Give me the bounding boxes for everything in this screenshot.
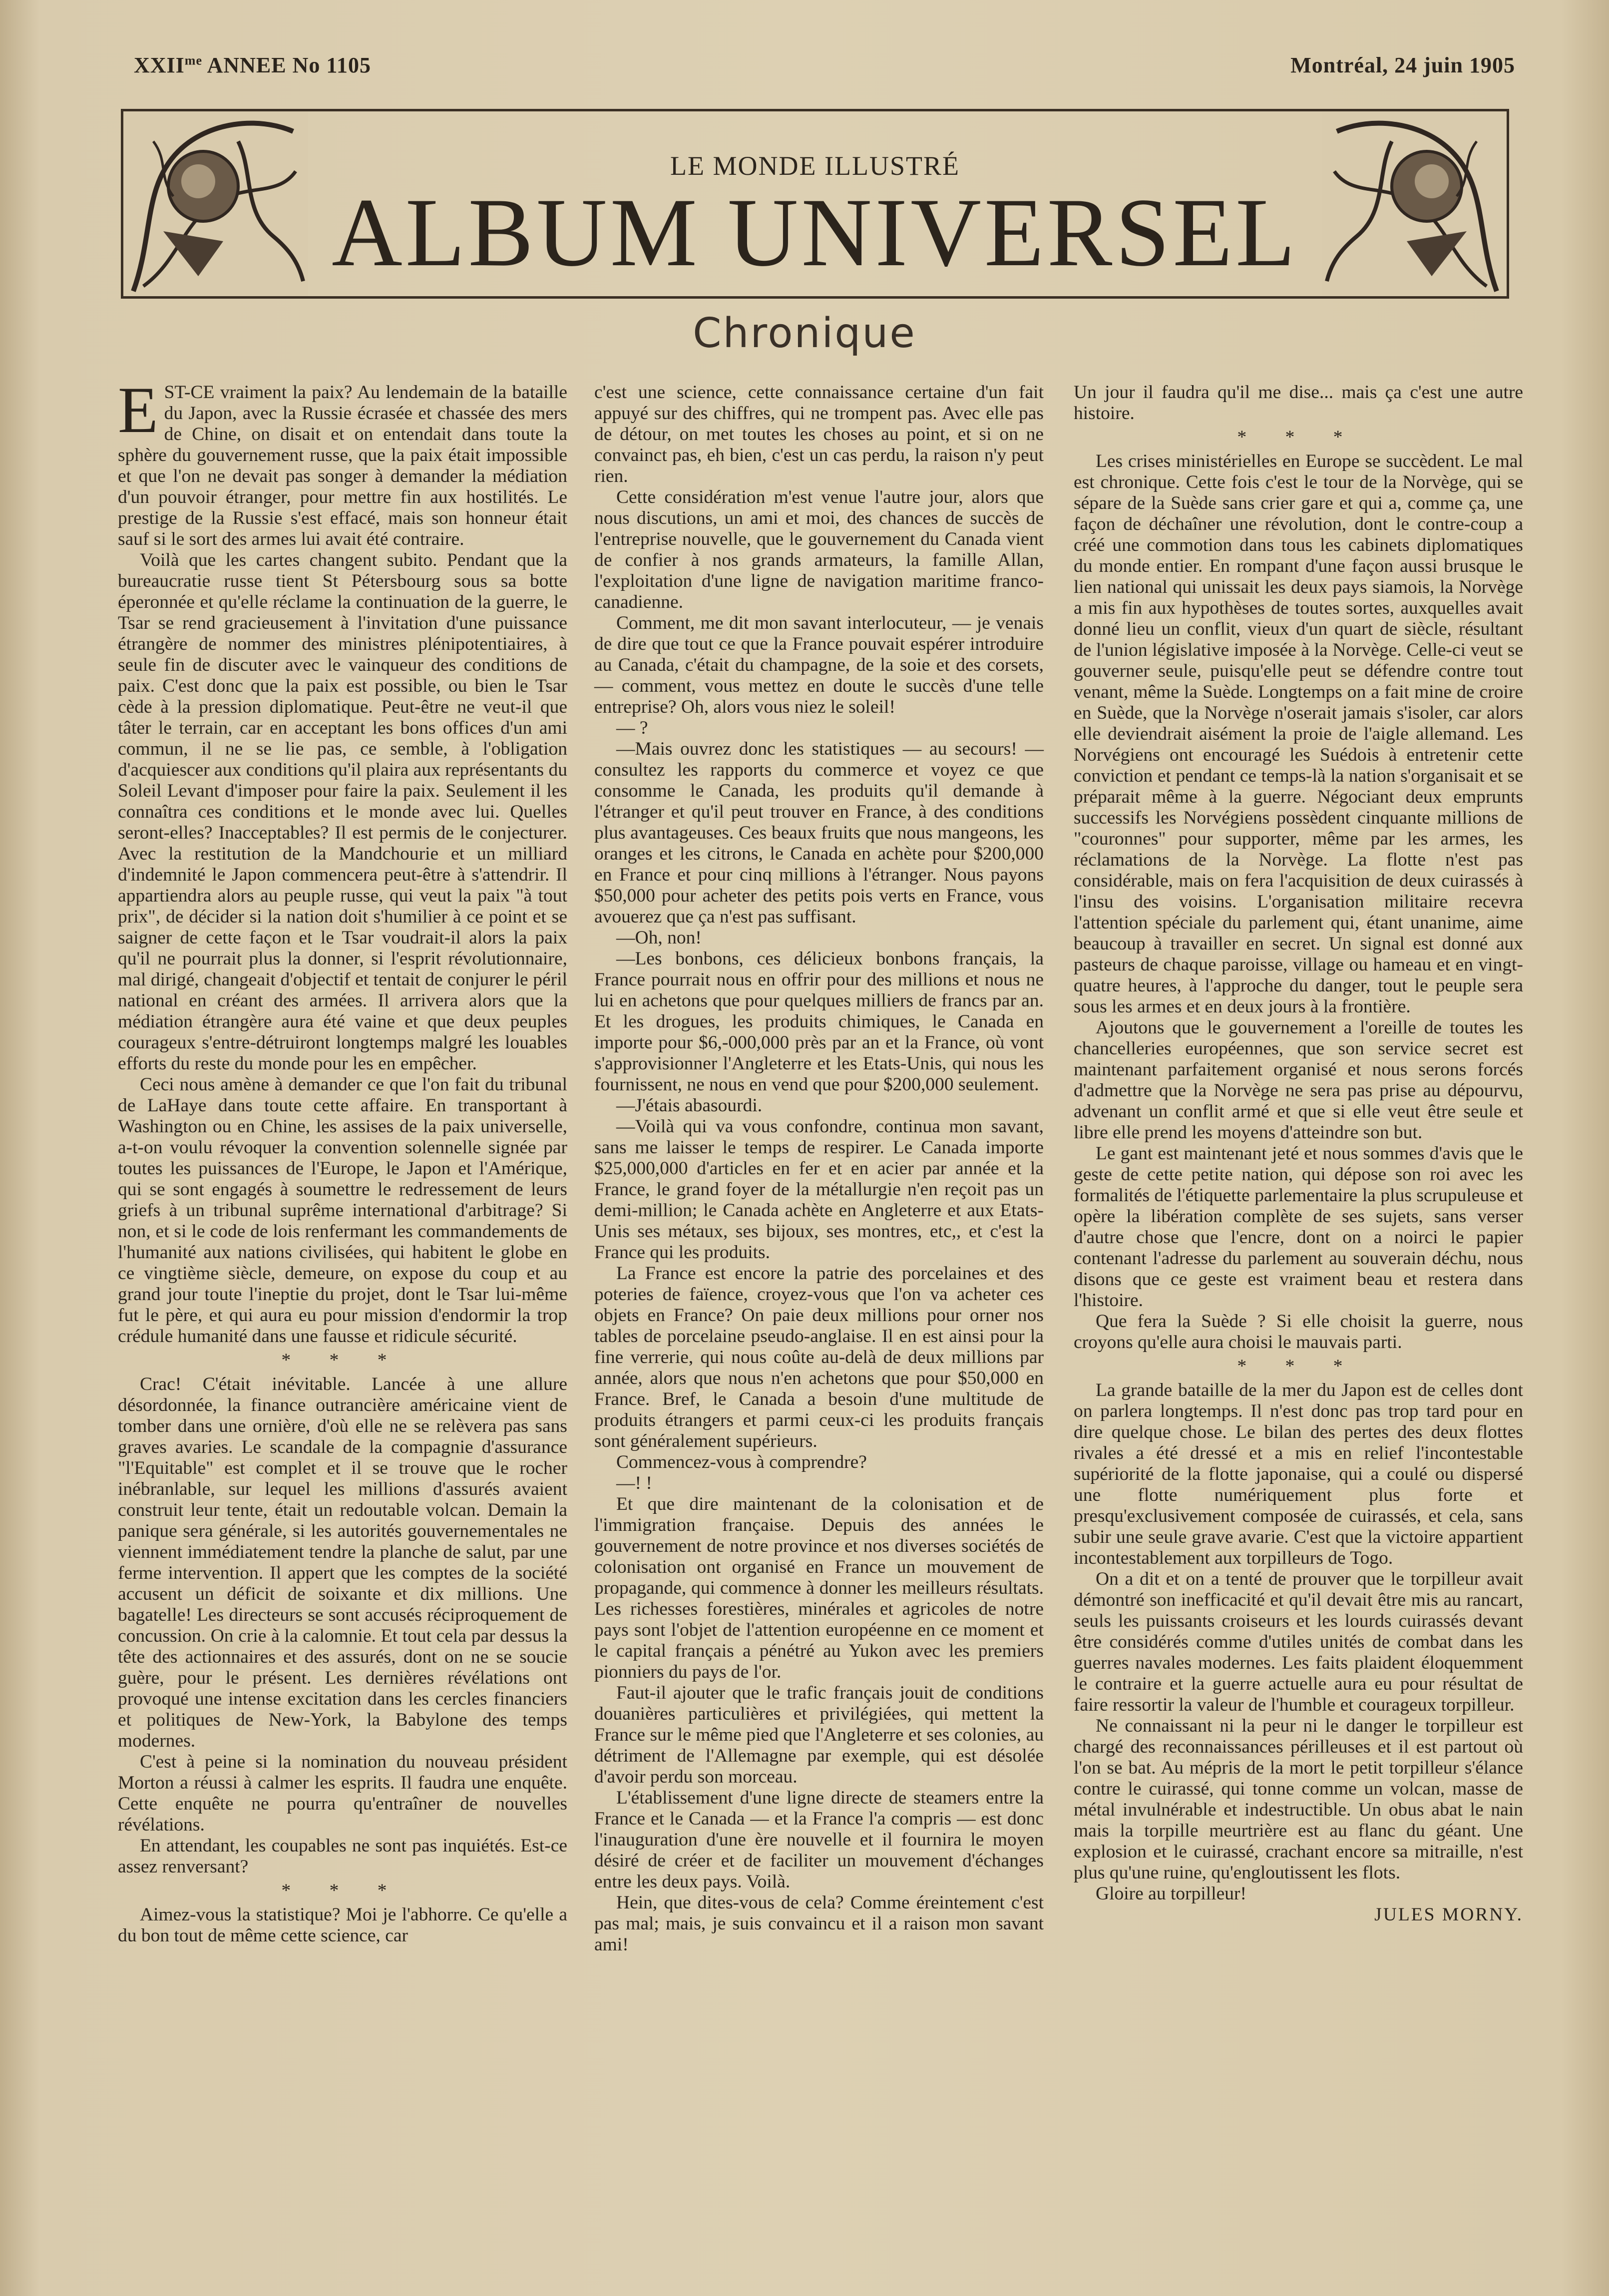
issue-volume: XXII: [134, 53, 185, 77]
paragraph: C'est à peine si la nomination du nouveau président Morton a réussi à calmer les esprits. Il faudra une enquête. Cette enquête ne pourra qu'entraîner de nouvelles révélations.: [118, 1752, 567, 1835]
paragraph: Le gant est maintenant jeté et nous sommes d'avis que le geste de cette petite nation, qui dépose son roi avec les formalités de l'étiquette parlementaire la plus scrupuleuse et opère la libération complète de ses sujets, sans verser d'autre chose que l'encre, dont on a noirci le papier contenant l'adresse du parlement au souverain déchu, nous disons que ce geste est vraiment beau et restera dans l'histoire.: [1074, 1143, 1523, 1311]
author-signature: JULES MORNY.: [1374, 1904, 1523, 1925]
paragraph: Les crises ministérielles en Europe se succèdent. Le mal est chronique. Cette fois c'est le tour de la Norvège, qui se sépare de la Suède sans crier gare et qui a, comme ça, une façon de déchaîner une révolution, dont le contre-coup a créé une commotion dans tous les cabinets diplomatiques du monde entier. En rompant d'une façon aussi brusque le lien national qui unissait les deux pays siamois, la Norvège a mis fin aux hypothèses de toutes sortes, auxquelles avait donné lieu un conflit, vieux d'un quart de siècle, résultant de l'union législative imposée à la Norvège. Celle-ci veut se gouverner seule, puisqu'elle peut se défendre contre tout venant, même la Suède. Longtemps on a fait mine de croire en Suède, que la Norvège n'oserait jamais s'isoler, car alors elle deviendrait aisément la proie de l'aigle allemand. Les Norvégiens ont encouragé les Suédois à entretenir cette conviction et pendant ce temps-là la nation s'organisait et se préparait même à la guerre. Négociant deux emprunts successifs les Norvégiens possèdent cinquante millions de "couronnes" pour supporter, même par les armes, les réclamations de la Norvège. La flotte n'est pas considérable, mais on fera l'acquisition de deux cuirassés à l'insu des voisins. L'organisation militaire recevra l'attention spéciale du parlement qui, étant unanime, aime beaucoup à travailler en secret. Un signal est donné aux pasteurs de chaque paroisse, village ou hameau et en vingt-quatre heures, à l'approche du danger, tout le peuple sera sous les armes et en deux jours à la frontière.: [1074, 451, 1523, 1017]
paragraph: Hein, que dites-vous de cela? Comme éreintement c'est pas mal; mais, je suis convaincu et il a raison mon savant ami!: [594, 1892, 1044, 1955]
paragraph: c'est une science, cette connaissance certaine d'un fait appuyé sur des chiffres, qui ne trompent pas. Avec elle pas de détour, on met toutes les choses au point, et si on ne convainct pas, eh bien, c'est un cas perdu, la raison n'y peut rien.: [594, 382, 1044, 486]
paragraph: Ceci nous amène à demander ce que l'on fait du tribunal de LaHaye dans toute cette affaire. En transportant à Washington ou en Chine, les assises de la paix universelle, a-t-on voulu révoquer la convention solennelle signée par toutes les puissances de l'Europe, le Japon et l'Amérique, qui se sont engagés à soumettre le redressement de leurs griefs à un tribunal suprême international d'arbitrage? Si non, et si le code de lois renfermant les commandements de l'humanité aux nations civilisées, qui habitent le globe en ce vingtième siècle, demeure, on expose du coup et au grand jour toute l'ineptie du projet, dont le Tsar lui-même fut le père, et qui aura eu pour mission d'endormir la trop crédule humanité dans une fausse et ridicule sécurité.: [118, 1074, 567, 1347]
paragraph: Ajoutons que le gouvernement a l'oreille de toutes les chancelleries européennes, que son service secret est maintenant parfaitement organisé et nous serons forcés d'admettre que la Norvège ne sera pas prise au dépourvu, advenant un conflit armé et que si elle veut être seule et libre elle prend les moyens d'atteindre son but.: [1074, 1017, 1523, 1143]
paragraph: Cette considération m'est venue l'autre jour, alors que nous discutions, un ami et moi, des chances de succès de l'entreprise nouvelle, que le gouvernement du Canada vient de confier à nos grands armateurs, la famille Allan, l'exploitation d'une ligne de navigation maritime franco-canadienne.: [594, 487, 1044, 612]
section-separator: * * *: [281, 1350, 404, 1371]
paragraph: Faut-il ajouter que le trafic français jouit de conditions douanières particulières et privilégiées, qui mettent la France sur le même pied que l'Angleterre et ses colonies, au détriment de l'Allemagne par exemple, qui est désolée d'avoir perdu son morceau.: [594, 1683, 1044, 1787]
section-separator: * * *: [1237, 427, 1360, 448]
paragraph: En attendant, les coupables ne sont pas inquiétés. Est-ce assez renversant?: [118, 1836, 567, 1877]
paragraph: Crac! C'était inévitable. Lancée à une allure désordonnée, la finance outrancière américaine vient de tomber dans une ornière, d'où elle ne se relèvera pas sans graves avaries. Le scandale de la compagnie d'assurance "l'Equitable" est complet et il se trouve que le rocher inébranlable, sur lequel les millions d'assurés avaient construit leur tente, était un redoutable volcan. Demain la panique sera générale, si les autorités gouvernementales ne viennent immédiatement tendre la planche de salut, par une ferme intervention. Il appert que les comptes de la société accusent un déficit de soixante et dix millions. Une bagatelle! Les directeurs se sont accusés réciproquement de concussion. On crie à la calomnie. Et tout cela par dessus la tête des actionnaires et des assurés, dont on ne se soucie guère, pour le présent. Les dernières révélations ont provoqué une intense excitation dans les cercles financiers et politiques de New-York, la Babylone des temps modernes.: [118, 1374, 567, 1751]
paragraph: Gloire au torpilleur!: [1096, 1883, 1246, 1904]
paragraph: Voilà que les cartes changent subito. Pendant que la bureaucratie russe tient St Pétersbourg sous sa botte éperonnée et qu'elle réclame la continuation de la guerre, le Tsar se rend gracieusement à l'invitation d'une puissance étrangère de nommer des ministres plénipotentiaires, à seule fin de discuter avec le vainqueur des conditions de paix. C'est donc que la paix est possible, ou bien le Tsar cède à la pression diplomatique. Peut-être ne veut-il que tâter le terrain, car en acceptant les bons offices d'un ami commun, il ne se lie pas, ce semble, à l'obligation d'acquiescer aux conditions qu'il plaira aux représentants du Soleil Levant d'imposer pour faire la paix. Seulement il les connaîtra ces conditions et le monde avec lui. Quelles seront-elles? Inacceptables? Il est permis de le conjecturer. Avec la restitution de la Mandchourie et un milliard d'indemnité le Japon commencera peut-être à s'attendrir. Il appartiendra alors au peuple russe, qui veut la paix "à tout prix", de décider si la nation doit s'humilier à ce point et se saigner de cette façon et le Tsar voudrait-il alors la paix qu'il ne pourrait plus la donner, si l'esprit révolutionnaire, mal dirigé, changeait d'objectif et tentait de conjurer le péril national en créant des armées. Il arrivera alors que la médiation étrangère aura été vaine et que deux peuples courageux s'entre-détruiront longtemps malgré les louables efforts du reste du monde pour les en empêcher.: [118, 550, 567, 1074]
paragraph: — ?: [616, 718, 648, 738]
paragraph: —J'étais abasourdi.: [616, 1095, 763, 1116]
section-separator: * * *: [1237, 1356, 1360, 1377]
issue-label: ANNEE No 1105: [202, 53, 371, 77]
section-separator: * * *: [281, 1880, 404, 1901]
paragraph: Comment, me dit mon savant interlocuteur, — je venais de dire que tout ce que la France pouvait espérer introduire au Canada, c'était du champagne, de la soie et des corsets, — comment, vous mettez en doute le succès d'une telle entreprise? Oh, alors vous niez le soleil!: [594, 613, 1044, 717]
paragraph: Que fera la Suède ? Si elle choisit la guerre, nous croyons qu'elle aura choisi le mauvais parti.: [1074, 1311, 1523, 1353]
issue-date: Montréal, 24 juin 1905: [1290, 53, 1515, 77]
issue-number: [134, 52, 371, 78]
section-title: Chronique: [693, 310, 916, 357]
paragraph: Ne connaissant ni la peur ni le danger le torpilleur est chargé des reconnaissances périlleuses et il est partout où l'on se bat. Au mépris de la mort le petit torpilleur s'élance contre le cuirassé, qui tonne comme un volcan, masse de métal invulnérable et indestructible. Un obus abat le nain mais la torpille meurtrière est au flanc du géant. Une explosion et le cuirassé, crachant encore sa mitraille, n'est plus qu'une ruine, qu'engloutissent les flots.: [1074, 1716, 1523, 1883]
paragraph: Aimez-vous la statistique? Moi je l'abhorre. Ce qu'elle a du bon tout de même cette science, car: [118, 1904, 567, 1946]
art-nouveau-left-ornament: [123, 111, 308, 296]
article-column-1: [118, 373, 567, 1946]
paragraph: La France est encore la patrie des porcelaines et des poteries de faïence, croyez-vous que l'on va acheter ces objets en France? On paie deux millions pour orner nos tables de porcelaine pseudo-anglaise. Il en est ainsi pour la fine verrerie, qui nous coûte au-delà de deux millions par année, alors que nous n'en achetons que pour $50,000 en France. Bref, le Canada a besoin d'une multitude de produits étrangers et parmi ceux-ci les produits français sont généralement supérieurs.: [594, 1263, 1044, 1451]
issue-volume-suffix: me: [184, 53, 202, 68]
article-column-2: [594, 382, 1044, 1955]
paragraph: Commencez-vous à comprendre?: [616, 1452, 867, 1472]
masthead-subtitle: LE MONDE ILLUSTRÉ: [670, 151, 960, 181]
paragraph: La grande bataille de la mer du Japon est de celles dont on parlera longtemps. Il n'est donc pas trop tard pour en dire quelque chose. Le bilan des pertes des deux flottes rivales a été dressé et a mis en relief l'incontestable supériorité de la flotte japonaise, qui a coulé ou dispersé une flotte numériquement plus forte et presqu'exclusivement composée de cuirassés, et cela, sans subir une seule grave avarie. C'est que la victoire appartient incontestablement aux torpilleurs de Togo.: [1074, 1380, 1523, 1568]
art-nouveau-right-ornament: [1322, 111, 1507, 296]
paragraph: —Oh, non!: [616, 927, 702, 948]
paragraph: —Voilà qui va vous confondre, continua mon savant, sans me laisser le temps de respirer. Le Canada importe $25,000,000 d'articles en fer et en acier par année et la France, le grand foyer de la métallurgie n'en reçoit pas un demi-million; le Canada achète en Angleterre et aux Etats-Unis ses métaux, ses bijoux, ses montres, etc,, et c'est la France qui les produits.: [594, 1116, 1044, 1263]
paragraph: Et que dire maintenant de la colonisation et de l'immigration française. Depuis des années le gouvernement de notre province et nos diverses sociétés de colonisation ont organisé en France un mouvement de propagande, qui commence à donner les meilleurs résultats. Les richesses forestières, minérales et agricoles de notre pays sont l'objet de l'attention européenne en ce moment et le capital français a pénétré au Yukon avec les premiers pionniers du pays de l'or.: [594, 1494, 1044, 1682]
paragraph: L'établissement d'une ligne directe de steamers entre la France et le Canada — et la France l'a compris — est donc l'inauguration d'une ère nouvelle et il fournira le moyen désiré de créer et de faciliter un mouvement d'échanges entre les deux pays. Voilà.: [594, 1788, 1044, 1892]
article-column-3: [1074, 382, 1523, 1925]
paragraph: Un jour il faudra qu'il me dise... mais ça c'est une autre histoire.: [1074, 382, 1523, 424]
paragraph: —! !: [616, 1473, 652, 1493]
paragraph: On a dit et on a tenté de prouver que le torpilleur avait démontré son inefficacité et qu'il devait être mis au rancart, seuls les puissants croiseurs et les lourds cuirassés devant être considérés comme d'utiles unités de combat dans les guerres navales modernes. Les faits plaident éloquemment le contraire et la guerre actuelle aura eu pour résultat de faire ressortir la valeur de l'humble et courageux torpilleur.: [1074, 1569, 1523, 1715]
paragraph: —Les bonbons, ces délicieux bonbons français, la France pourrait nous en offrir pour des millions et nous ne lui en achetons que pour quelques milliers de francs par an. Et les drogues, les produits chimiques, le Canada en importe pour $6,-000,000 près par an et la France, où vont s'approvisionner l'Angleterre et les Etats-Unis, qui nous les fournissent, ne nous en vend que pour $200,000 seulement.: [594, 948, 1044, 1095]
drop-cap: E: [118, 373, 158, 447]
paragraph: —Mais ouvrez donc les statistiques — au secours! — consultez les rapports du commerce et voyez ce que consomme le Canada, les produits qu'il demande à l'étranger et qu'il peut trouver en France, à des conditions plus avantageuses. Ces beaux fruits que nous mangeons, les oranges et les citrons, le Canada en achète pour $200,000 en France et pour cinq millions à l'étranger. Nous payons $50,000 pour acheter des petits pois verts en France, vous avouerez que ça n'est pas suffisant.: [594, 739, 1044, 927]
paragraph: ST-CE vraiment la paix? Au lendemain de la bataille du Japon, avec la Russie écrasée et chassée des mers de Chine, on disait et on entendait dans toute la sphère du gouvernement russe, que la paix était impossible et que l'on ne devait pas songer à demander la médiation d'un pouvoir étranger, pour mettre fin aux hostilités. Le prestige de la Russie s'est effacé, mais son honneur était sauf si le sort des armes lui avait été contraire.: [118, 382, 567, 549]
masthead-banner: [121, 109, 1509, 299]
masthead-title: ALBUM UNIVERSEL: [332, 178, 1298, 287]
